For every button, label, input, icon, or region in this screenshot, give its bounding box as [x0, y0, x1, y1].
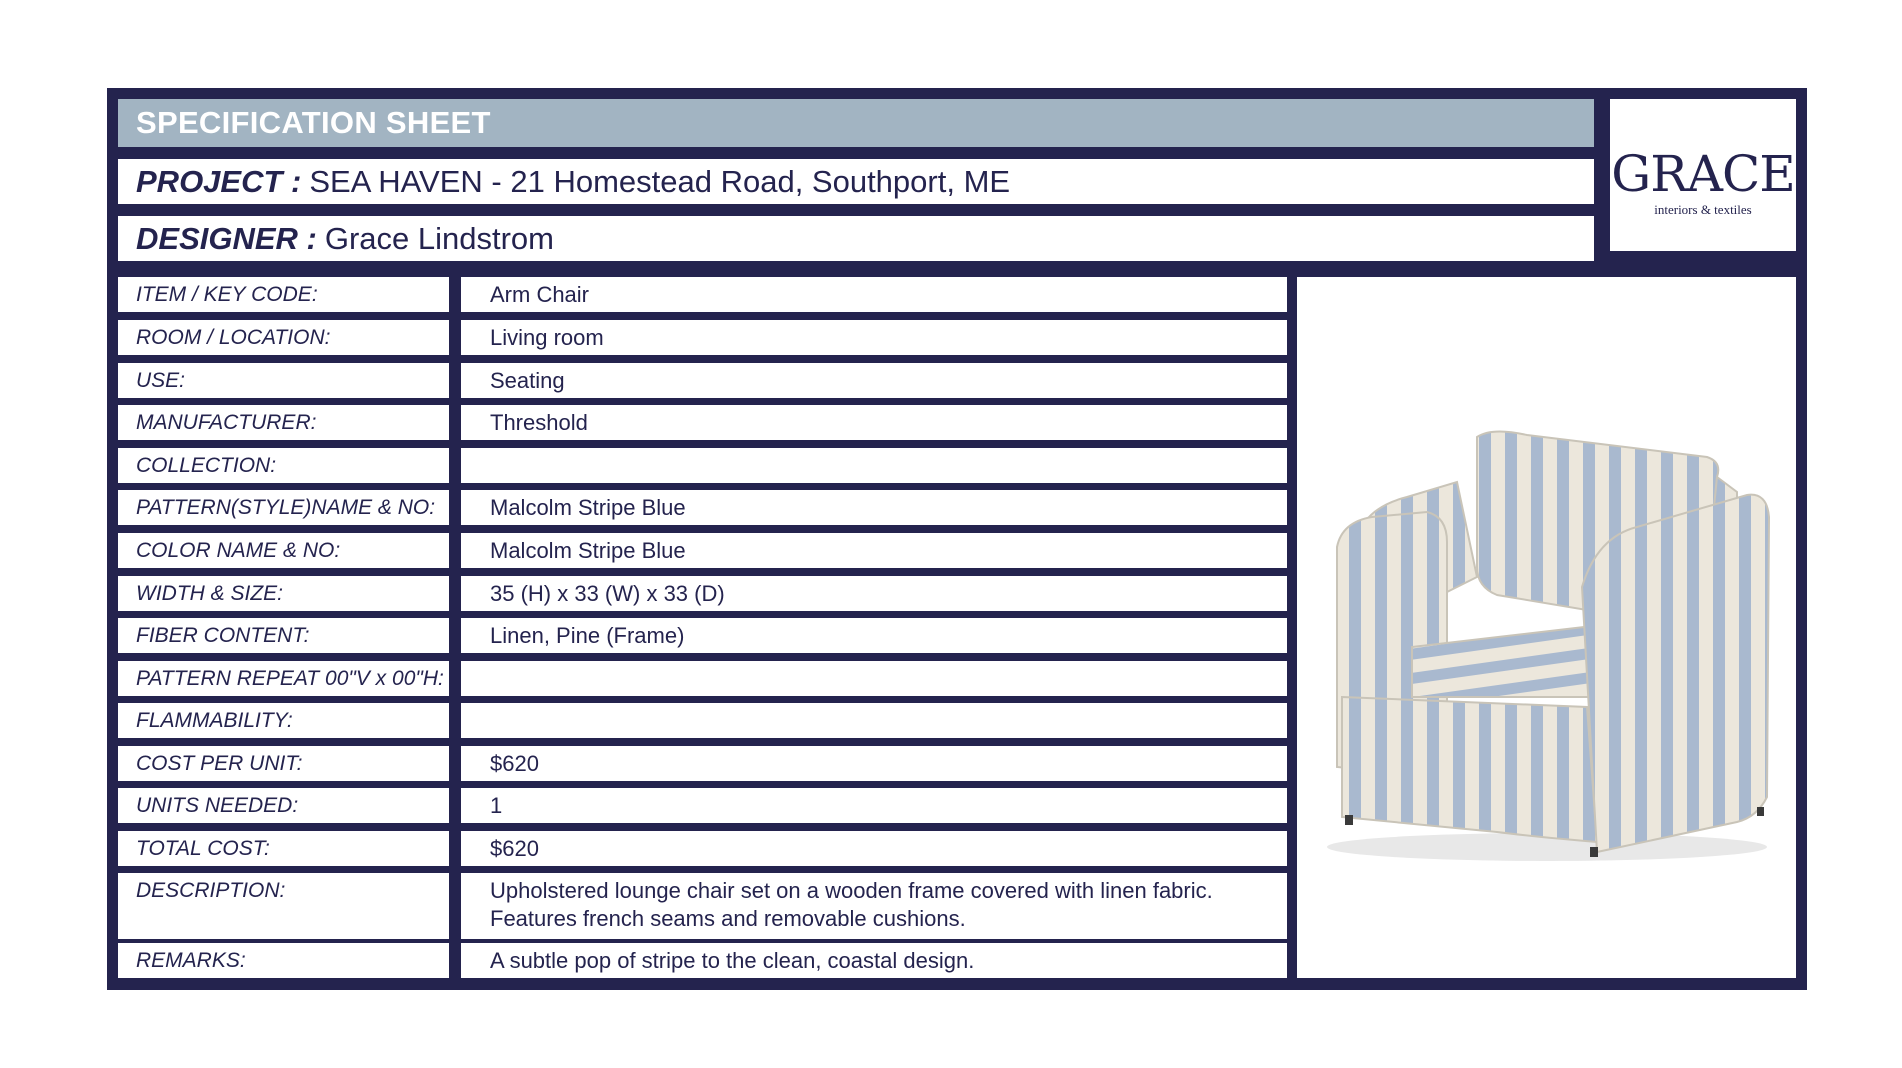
- spec-label: PATTERN REPEAT 00"V x 00"H:: [118, 661, 449, 696]
- spec-value: Seating: [461, 363, 1287, 398]
- sheet-title-banner: SPECIFICATION SHEET: [118, 99, 1594, 147]
- spec-label: WIDTH & SIZE:: [118, 576, 449, 611]
- spec-value: Malcolm Stripe Blue: [461, 490, 1287, 525]
- spec-label: ITEM / KEY CODE:: [118, 277, 449, 312]
- spec-value: 1: [461, 788, 1287, 823]
- spec-value: 35 (H) x 33 (W) x 33 (D): [461, 576, 1287, 611]
- project-value: SEA HAVEN - 21 Homestead Road, Southport, ME: [309, 164, 1011, 199]
- spec-value: Linen, Pine (Frame): [461, 618, 1287, 653]
- spec-value: Living room: [461, 320, 1287, 355]
- spec-value: Arm Chair: [461, 277, 1287, 312]
- logo-wordmark: GRACE: [1611, 145, 1795, 203]
- spec-label: REMARKS:: [118, 943, 449, 978]
- designer-label: DESIGNER :: [136, 221, 317, 256]
- spec-value: $620: [461, 831, 1287, 866]
- brand-logo: [1610, 99, 1796, 251]
- spec-label: UNITS NEEDED:: [118, 788, 449, 823]
- striped-arm-chair-image: [1297, 277, 1796, 978]
- designer-line: [118, 216, 1594, 261]
- project-line: [118, 159, 1594, 204]
- spec-label: FLAMMABILITY:: [118, 703, 449, 738]
- spec-value: Threshold: [461, 405, 1287, 440]
- designer-value: Grace Lindstrom: [324, 221, 554, 256]
- spec-label: TOTAL COST:: [118, 831, 449, 866]
- spec-value: [461, 661, 1287, 696]
- spec-label: PATTERN(STYLE)NAME & NO:: [118, 490, 449, 525]
- spec-label: COLLECTION:: [118, 448, 449, 483]
- spec-value: $620: [461, 746, 1287, 781]
- product-photo: [1297, 277, 1796, 978]
- spec-value: [461, 448, 1287, 483]
- spec-value: A subtle pop of stripe to the clean, coastal design.: [461, 943, 1287, 978]
- project-label: PROJECT :: [136, 164, 302, 199]
- spec-label: COST PER UNIT:: [118, 746, 449, 781]
- spec-value: Upholstered lounge chair set on a wooden frame covered with linen fabric. Features french seams and removable cushions.: [461, 873, 1287, 939]
- spec-value: [461, 703, 1287, 738]
- spec-label: DESCRIPTION:: [118, 873, 449, 939]
- spec-label: COLOR NAME & NO:: [118, 533, 449, 568]
- logo-tagline: interiors & textiles: [1654, 202, 1752, 217]
- spec-label: ROOM / LOCATION:: [118, 320, 449, 355]
- specification-sheet: [107, 88, 1807, 990]
- spec-label: FIBER CONTENT:: [118, 618, 449, 653]
- spec-label: USE:: [118, 363, 449, 398]
- spec-label: MANUFACTURER:: [118, 405, 449, 440]
- spec-value: Malcolm Stripe Blue: [461, 533, 1287, 568]
